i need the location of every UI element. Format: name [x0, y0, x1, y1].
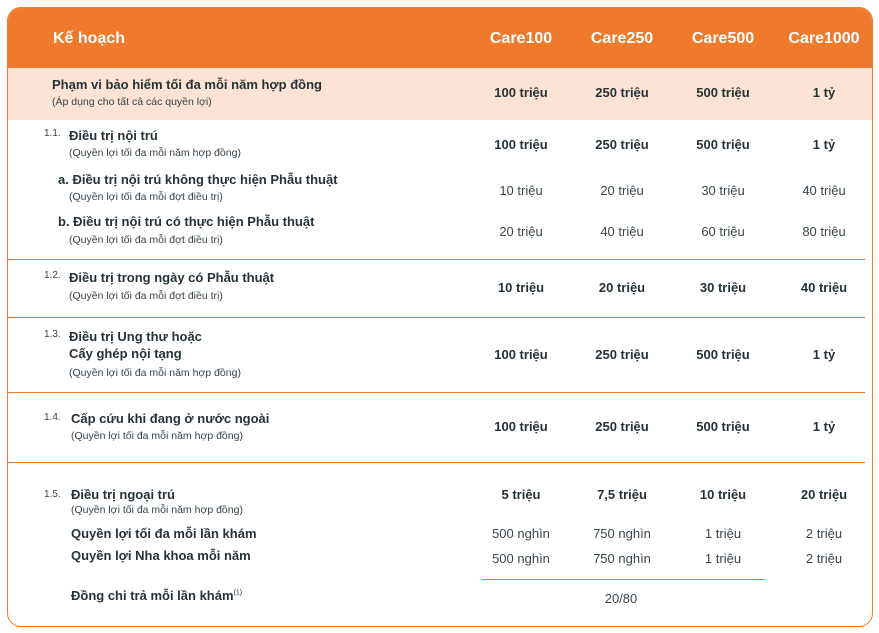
inpatient-title: Điều trị nội trú — [69, 128, 158, 143]
emergency-title: Cấp cứu khi đang ở nước ngoài — [71, 411, 270, 426]
inpatient-b-value: 20 triệu — [499, 224, 543, 239]
section-number: 1.2. — [44, 270, 61, 281]
copay-divider — [482, 579, 765, 580]
inpatient-a-value: 10 triệu — [499, 183, 543, 198]
outpatient-title: Điều trị ngoại trú — [71, 487, 175, 502]
plan-care250: Care250 — [590, 30, 654, 47]
plan-care1000: Care1000 — [788, 30, 860, 47]
emergency-value: 500 triệu — [696, 419, 750, 434]
dental-value: 1 triệu — [704, 551, 742, 566]
inpatient-a-subtitle: (Quyền lợi tối đa mỗi đợt điều trị) — [69, 191, 223, 203]
inpatient-subtitle: (Quyền lợi tối đa mỗi năm hợp đồng) — [69, 147, 241, 159]
daycase-subtitle: (Quyền lợi tối đa mỗi đợt điều trị) — [69, 290, 223, 302]
outpatient-subtitle: (Quyền lợi tối đa mỗi năm hợp đồng) — [71, 504, 243, 516]
inpatient-b-value: 40 triệu — [600, 224, 644, 239]
section-number: 1.5. — [44, 489, 61, 500]
copay-footnote: (1) — [233, 589, 243, 597]
section-number: 1.4. — [44, 412, 61, 423]
row-divider — [8, 317, 865, 318]
per-visit-value: 750 nghìn — [593, 526, 651, 541]
emergency-subtitle: (Quyền lợi tối đa mỗi năm hợp đồng) — [71, 430, 243, 442]
inpatient-value: 250 triệu — [595, 137, 649, 152]
inpatient-b-subtitle: (Quyền lợi tối đa mỗi đợt điều trị) — [69, 234, 223, 246]
cancer-value: 250 triệu — [595, 347, 649, 362]
outpatient-value: 20 triệu — [800, 487, 848, 502]
table-header — [8, 8, 872, 68]
inpatient-a-value: 30 triệu — [701, 183, 745, 198]
max-coverage-value: 1 tỷ — [812, 85, 836, 100]
benefits-table — [7, 7, 873, 627]
cancer-value: 100 triệu — [494, 347, 548, 362]
inpatient-a-value: 40 triệu — [802, 183, 846, 198]
inpatient-value: 500 triệu — [696, 137, 750, 152]
cancer-title-line2: Cấy ghép nội tạng — [69, 346, 182, 361]
daycase-value: 10 triệu — [497, 280, 545, 295]
copay-title — [71, 588, 242, 603]
dental-value: 2 triệu — [805, 551, 843, 566]
plan-care100: Care100 — [489, 30, 553, 47]
cancer-subtitle: (Quyền lợi tối đa mỗi năm hợp đồng) — [69, 367, 241, 379]
inpatient-b-value: 60 triệu — [701, 224, 745, 239]
max-coverage-subtitle: (Áp dụng cho tất cả các quyền lợi) — [52, 96, 212, 108]
dental-title: Quyền lợi Nha khoa mỗi năm — [71, 548, 251, 563]
inpatient-a-value: 20 triệu — [600, 183, 644, 198]
cancer-value: 500 triệu — [696, 347, 750, 362]
section-number: 1.3. — [44, 329, 61, 340]
daycase-title: Điều trị trong ngày có Phẫu thuật — [69, 270, 275, 285]
max-coverage-value: 500 triệu — [696, 85, 750, 100]
inpatient-a-title: a. Điều trị nội trú không thực hiện Phẫu thuật — [58, 172, 338, 187]
row-divider — [8, 259, 865, 260]
inpatient-b-value: 80 triệu — [802, 224, 846, 239]
emergency-value: 250 triệu — [595, 419, 649, 434]
per-visit-value: 1 triệu — [704, 526, 742, 541]
section-number: 1.1. — [44, 128, 61, 139]
per-visit-title: Quyền lợi tối đa mỗi lần khám — [71, 526, 257, 541]
row-divider — [8, 392, 865, 393]
dental-value: 750 nghìn — [593, 551, 651, 566]
per-visit-value: 500 nghìn — [492, 526, 550, 541]
outpatient-value: 5 triệu — [501, 487, 541, 502]
inpatient-value: 100 triệu — [494, 137, 548, 152]
cancer-value: 1 tỷ — [812, 347, 836, 362]
daycase-value: 40 triệu — [800, 280, 848, 295]
max-coverage-value: 250 triệu — [595, 85, 649, 100]
copay-value: 20/80 — [604, 591, 638, 606]
row-divider — [8, 462, 865, 463]
cancer-title-line1: Điều trị Ung thư hoặc — [69, 329, 202, 344]
dental-value: 500 nghìn — [492, 551, 550, 566]
max-coverage-value: 100 triệu — [494, 85, 548, 100]
plan-column-label: Kế hoạch — [53, 30, 126, 47]
outpatient-value: 10 triệu — [699, 487, 747, 502]
per-visit-value: 2 triệu — [805, 526, 843, 541]
outpatient-value: 7,5 triệu — [597, 487, 647, 502]
daycase-value: 20 triệu — [598, 280, 646, 295]
max-coverage-title: Phạm vi bảo hiểm tối đa mỗi năm hợp đồng — [52, 77, 322, 92]
daycase-value: 30 triệu — [699, 280, 747, 295]
plan-care500: Care500 — [691, 30, 755, 47]
emergency-value: 100 triệu — [494, 419, 548, 434]
inpatient-value: 1 tỷ — [812, 137, 836, 152]
inpatient-b-title: b. Điều trị nội trú có thực hiện Phẫu thuật — [58, 214, 315, 229]
emergency-value: 1 tỷ — [812, 419, 836, 434]
copay-title-text: Đồng chi trả mỗi lần khám — [71, 588, 234, 603]
